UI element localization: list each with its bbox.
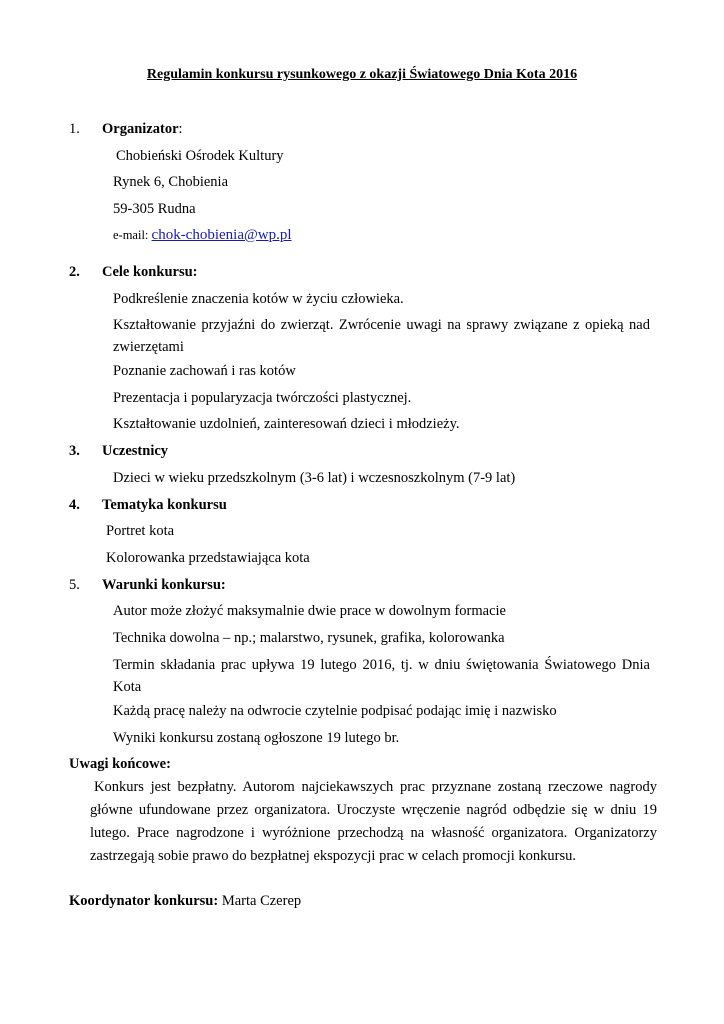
participants-item: Dzieci w wieku przedszkolnym (3-6 lat) i wczesnoszkolnym (7-9 lat) <box>113 470 516 486</box>
goal-item: Kształtowanie przyjaźni do zwierząt. Zwrócenie uwagi na sprawy związane z opieką nad zwierzętami <box>113 317 650 355</box>
coordinator-label: Koordynator konkursu: <box>69 893 219 909</box>
goal-item: Podkreślenie znaczenia kotów w życiu człowieka. <box>113 291 404 307</box>
section-3-number: 3. <box>69 443 80 459</box>
organizer-name: Chobieński Ośrodek Kultury <box>116 148 284 164</box>
final-remarks-heading: Uwagi końcowe: <box>69 756 171 772</box>
section-5-heading: Warunki konkursu: <box>102 577 226 593</box>
section-1-heading: Organizator: <box>102 121 183 137</box>
final-remarks-text: Konkurs jest bezpłatny. Autorom najciekawszych prac przyznane zostaną rzeczowe nagrody główne ufundowane przez organizatora. Uroczyste wręczenie nagród odbędzie się w dniu 19 lutego. Prace nagrodzone i wyróżnione przechodzą na własność organizatora. Organizatorzy zastrzegają sobie prawo do bezpłatnej ekspozycji prac w celach promocji konkursu. <box>90 779 657 864</box>
section-4-heading: Tematyka konkursu <box>102 497 227 513</box>
organizer-address: Rynek 6, Chobienia <box>113 174 229 190</box>
document-title: Regulamin konkursu rysunkowego z okazji Światowego Dnia Kota 2016 <box>146 67 578 82</box>
section-1-number: 1. <box>69 121 80 137</box>
condition-item: Technika dowolna – np.; malarstwo, rysunek, grafika, kolorowanka <box>113 630 505 646</box>
section-4-number: 4. <box>69 497 80 513</box>
goal-item: Prezentacja i popularyzacja twórczości plastycznej. <box>113 390 412 406</box>
coordinator-name: Marta Czerep <box>218 893 302 909</box>
section-2-number: 2. <box>69 264 80 280</box>
email-link[interactable]: chok-chobienia@wp.pl <box>151 227 292 243</box>
goal-item: Kształtowanie uzdolnień, zainteresowań dzieci i młodzieży. <box>113 416 460 432</box>
email-label: e-mail: <box>113 228 152 242</box>
section-3-heading: Uczestnicy <box>102 443 169 459</box>
organizer-postcode: 59-305 Rudna <box>113 201 196 217</box>
theme-item: Portret kota <box>106 523 175 539</box>
coordinator-line <box>69 893 301 910</box>
condition-item: Każdą pracę należy na odwrocie czytelnie podpisać podając imię i nazwisko <box>113 703 557 719</box>
section-5-number: 5. <box>69 577 80 593</box>
condition-item: Termin składania prac upływa 19 lutego 2016, tj. w dniu świętowania Światowego Dnia Kota <box>113 657 650 695</box>
theme-item: Kolorowanka przedstawiająca kota <box>106 550 310 566</box>
condition-item: Wyniki konkursu zostaną ogłoszone 19 lutego br. <box>113 730 400 746</box>
condition-item: Autor może złożyć maksymalnie dwie prace w dowolnym formacie <box>113 603 506 619</box>
goal-item: Poznanie zachowań i ras kotów <box>113 363 296 379</box>
section-2-heading: Cele konkursu: <box>102 264 198 280</box>
organizer-email-line <box>113 227 292 244</box>
